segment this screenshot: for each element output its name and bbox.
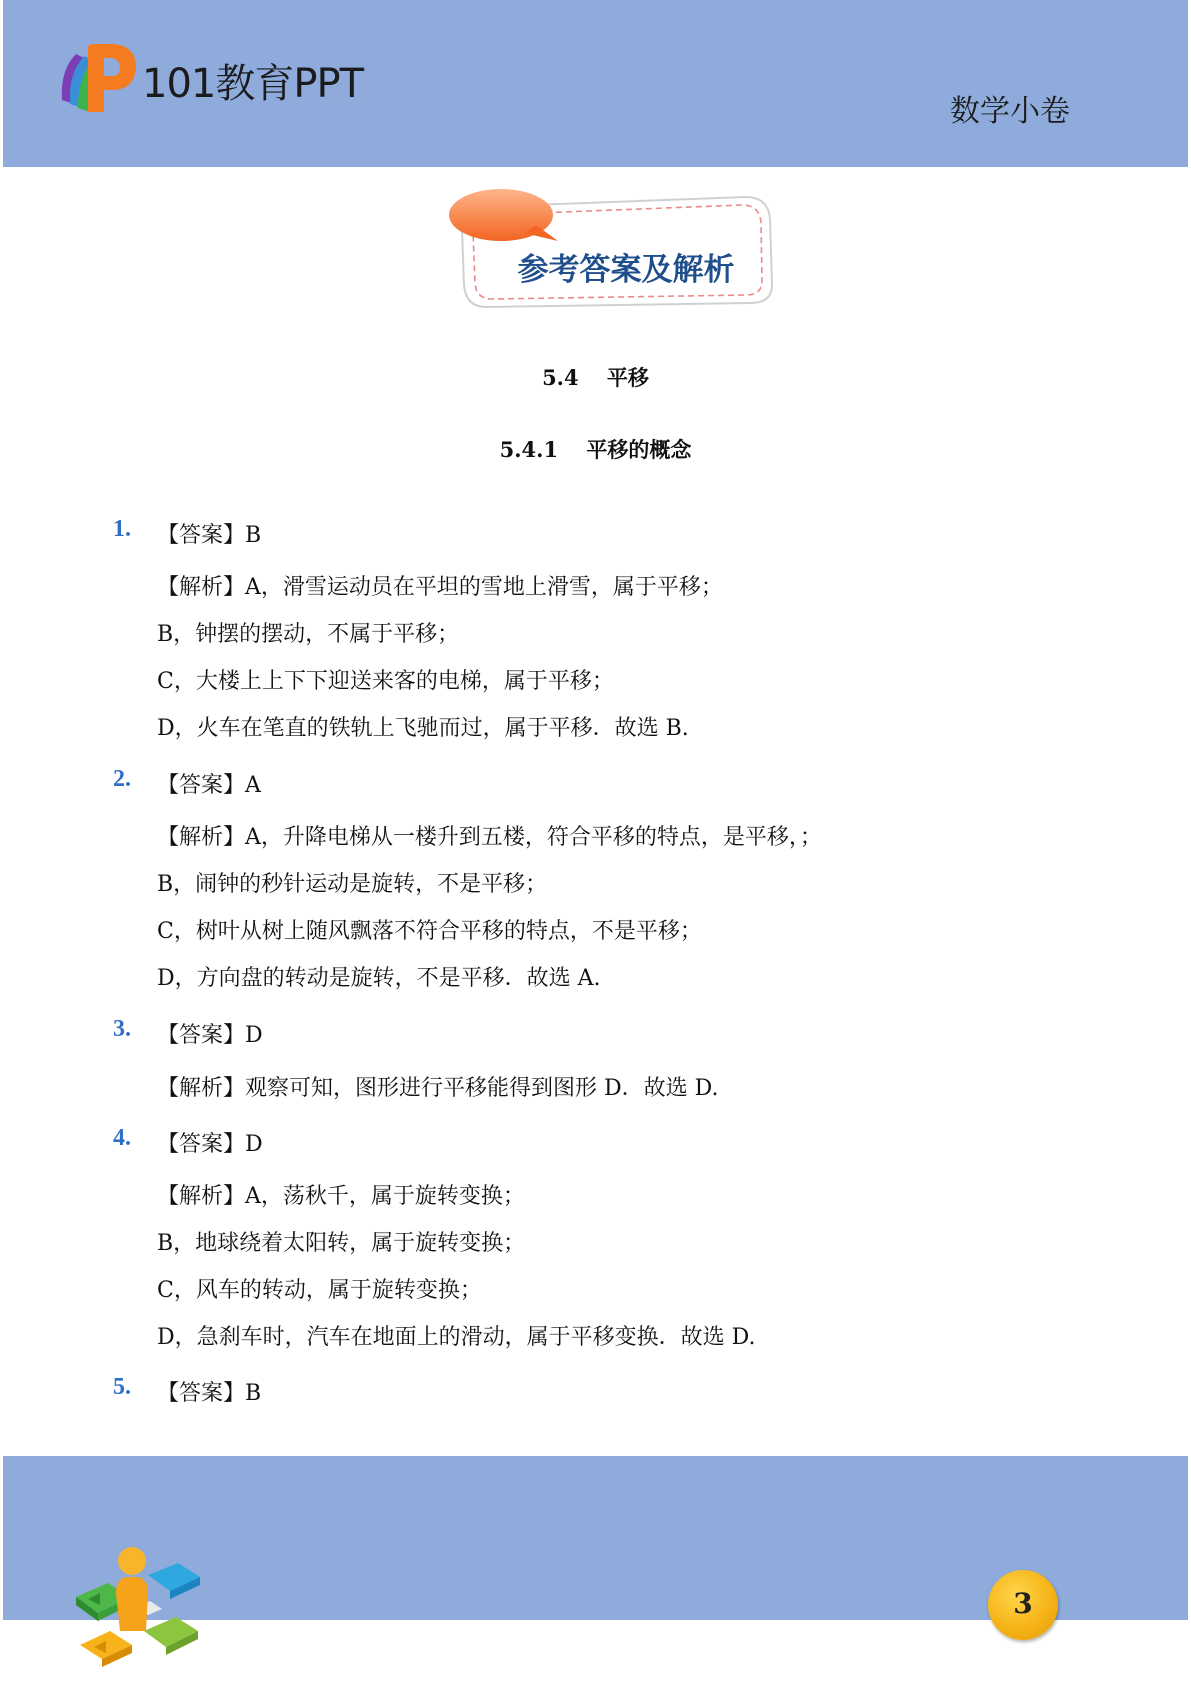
analysis-line: C，树叶从树上随风飘落不符合平移的特点，不是平移；	[157, 919, 702, 944]
analysis-line: 【解析】A，荡秋千，属于旋转变换；	[157, 1184, 525, 1209]
question-number: 1.	[113, 516, 131, 542]
section-title: 5.4 平移	[542, 365, 649, 390]
brand-name: 101教育PPT	[142, 61, 364, 107]
analysis-line: B，闹钟的秒针运动是旋转，不是平移；	[157, 872, 548, 897]
answer-line: 【答案】D	[157, 1023, 263, 1048]
analysis-line: D，方向盘的转动是旋转，不是平移．故选 A.	[157, 966, 601, 991]
header-label: 数学小卷	[950, 94, 1070, 129]
footer-figure-icon	[66, 1535, 216, 1675]
analysis-line: B，地球绕着太阳转，属于旋转变换；	[157, 1231, 526, 1256]
page-number-badge	[988, 1570, 1058, 1640]
page-number: 3	[1013, 1587, 1033, 1620]
question-number: 5.	[113, 1374, 131, 1400]
analysis-line: D，火车在笔直的铁轨上飞驰而过，属于平移．故选 B.	[157, 716, 689, 741]
answer-line: 【答案】A	[157, 773, 261, 798]
analysis-line: 【解析】A，滑雪运动员在平坦的雪地上滑雪，属于平移；	[157, 575, 723, 600]
analysis-line: 【解析】观察可知，图形进行平移能得到图形 D．故选 D.	[157, 1076, 719, 1101]
brand-logo-icon	[58, 40, 138, 116]
analysis-line: 【解析】A，升降电梯从一楼升到五楼，符合平移的特点，是平移，；	[157, 825, 822, 850]
question-number: 2.	[113, 766, 131, 792]
analysis-line: D，急刹车时，汽车在地面上的滑动，属于平移变换．故选 D.	[157, 1325, 756, 1350]
question-number: 3.	[113, 1016, 131, 1042]
badge-title: 参考答案及解析	[517, 252, 735, 288]
analysis-line: B，钟摆的摆动，不属于平移；	[157, 622, 460, 647]
answer-line: 【答案】B	[157, 523, 262, 548]
question-number: 4.	[113, 1125, 131, 1151]
analysis-line: C，大楼上上下下迎送来客的电梯，属于平移；	[157, 669, 614, 694]
analysis-line: C，风车的转动，属于旋转变换；	[157, 1278, 482, 1303]
answer-line: 【答案】B	[157, 1381, 262, 1406]
section-subtitle: 5.4.1 平移的概念	[499, 437, 692, 462]
answer-line: 【答案】D	[157, 1132, 263, 1157]
